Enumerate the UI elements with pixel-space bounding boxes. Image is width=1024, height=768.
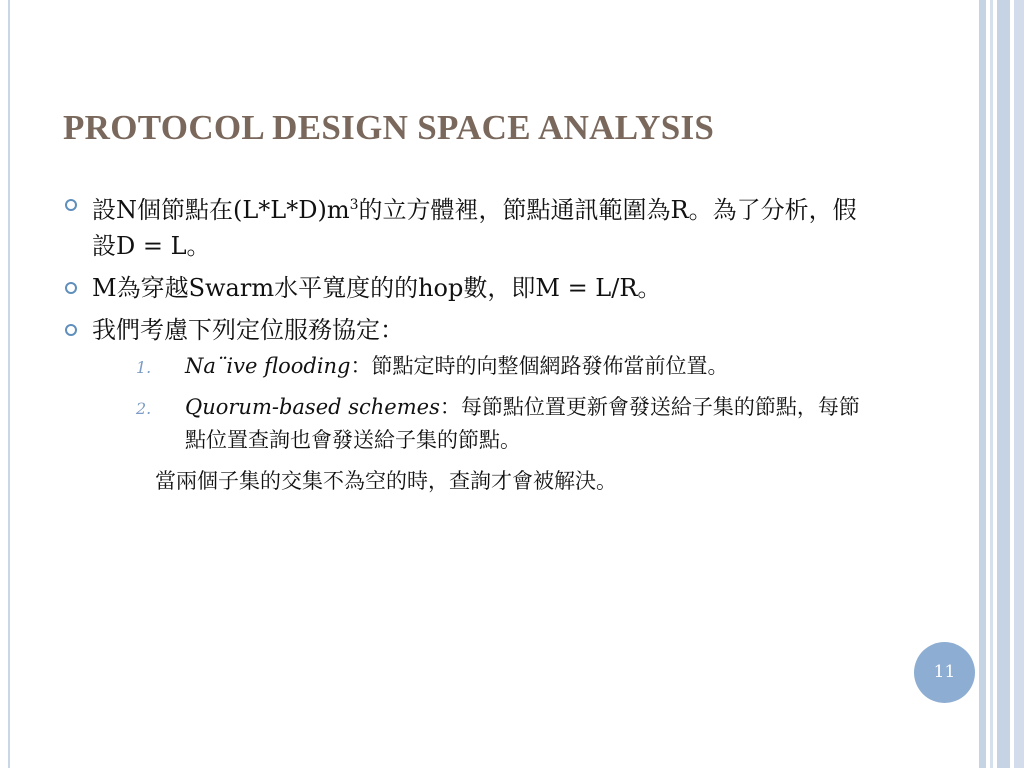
sublist-item-2 bbox=[122, 391, 877, 457]
protocol-description: ：節點定時的向整個網路發佈當前位置。 bbox=[350, 354, 729, 378]
bullet-circle-icon bbox=[65, 199, 77, 211]
bullet-item-1 bbox=[62, 187, 877, 264]
bullet-circle-icon bbox=[65, 282, 77, 294]
item-number: 2. bbox=[136, 399, 152, 418]
protocol-name: Na¨ive flooding bbox=[185, 354, 351, 378]
bullet-circle-icon bbox=[65, 324, 77, 336]
right-border-stripe-1 bbox=[979, 0, 986, 768]
bullet-item-3 bbox=[62, 312, 877, 498]
slide-title: PROTOCOL DESIGN SPACE ANALYSIS bbox=[63, 108, 715, 147]
numbered-sublist bbox=[122, 350, 877, 457]
bullet-text: M為穿越Swarm水平寬度的的hop數，即M = L/R。 bbox=[92, 274, 662, 302]
protocol-name: Quorum-based schemes bbox=[185, 395, 440, 419]
right-border-stripe-2 bbox=[990, 0, 993, 768]
bullet-text-part-2: 的立方體裡，節點通訊範圍為R。為了分析，假設D = L。 bbox=[92, 196, 857, 260]
left-border-stripe bbox=[8, 0, 10, 768]
right-border-stripe-4 bbox=[1014, 0, 1024, 768]
protocol-description: ：每節點位置更新會發送給子集的節點，每節點位置查詢也會發送給子集的節點。 bbox=[185, 395, 860, 452]
right-border-stripe-3 bbox=[997, 0, 1010, 768]
page-number-badge: 11 bbox=[914, 642, 975, 703]
bullet-list bbox=[62, 187, 877, 504]
sublist-item-1 bbox=[122, 350, 877, 383]
item-number: 1. bbox=[136, 358, 152, 377]
bullet-text: 我們考慮下列定位服務協定： bbox=[92, 316, 404, 344]
bullet-text-part-1: 設N個節點在(L*L*D)m bbox=[92, 196, 350, 224]
bullet-item-2 bbox=[62, 270, 877, 306]
superscript-3: 3 bbox=[349, 197, 359, 213]
extra-note: 當兩個子集的交集不為空的時，查詢才會被解決。 bbox=[155, 469, 617, 493]
